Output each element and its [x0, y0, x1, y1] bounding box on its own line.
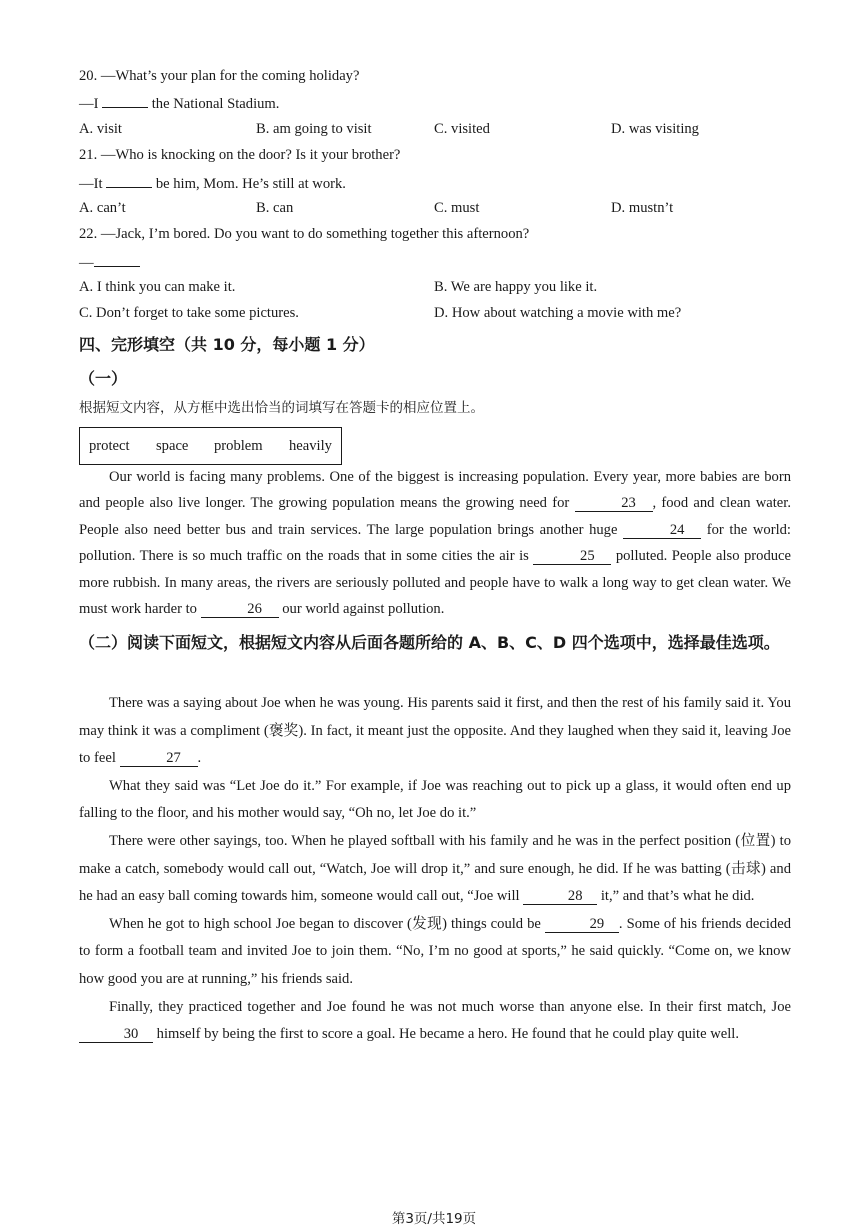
part2-heading: （二）阅读下面短文，根据短文内容从后面各题所给的 A、B、C、D 四个选项中，选择最佳选项。 — [79, 633, 780, 652]
passage-2-text: When he got to high school Joe began to discover (发现) things could be — [109, 915, 545, 932]
word-box — [79, 427, 342, 465]
q22-option-a: A. I think you can make it. — [79, 279, 236, 295]
passage-2-paragraph-4 — [79, 911, 791, 994]
word-protect: protect — [89, 438, 130, 454]
passage-1-text: our world against pollution. — [278, 601, 445, 618]
q20-answer-post: the National Stadium. — [148, 96, 280, 112]
blank-28: 28 — [523, 889, 597, 905]
q20-answer-line — [79, 93, 279, 113]
part1-instruction: 根据短文内容，从方框中选出恰当的词填写在答题卡的相应位置上。 — [79, 400, 484, 416]
blank-24: 24 — [623, 523, 701, 539]
q20-option-c: C. visited — [434, 121, 490, 137]
q22-answer-line — [79, 252, 140, 272]
word-space: space — [156, 438, 189, 454]
section-heading: 四、完形填空（共 10 分，每小题 1 分） — [79, 335, 375, 354]
passage-2-paragraph-5 — [79, 994, 791, 1049]
q21-option-c: C. must — [434, 200, 480, 216]
q21-question: 21. —Who is knocking on the door? Is it your brother? — [79, 147, 401, 163]
passage-1-text: for the world: pollution. There is so much traffic on the roads that in some cities the air is — [79, 521, 791, 565]
blank-29: 29 — [545, 917, 619, 933]
q20-option-b: B. am going to visit — [256, 121, 372, 137]
q22-answer-pre: — — [79, 255, 94, 271]
passage-1 — [79, 464, 791, 622]
q20-answer-pre: —I — [79, 96, 103, 112]
passage-2 — [79, 690, 791, 1049]
q20-question: 20. —What’s your plan for the coming holiday? — [79, 68, 360, 84]
passage-2-text: Finally, they practiced together and Joe found he was not much worse than anyone else. In their first match, Joe — [109, 998, 791, 1015]
q22-question: 22. —Jack, I’m bored. Do you want to do something together this afternoon? — [79, 226, 530, 242]
q21-answer-pre: —It — [79, 176, 107, 192]
q20-option-a: A. visit — [79, 121, 122, 137]
q21-option-b: B. can — [256, 200, 294, 216]
passage-1-text: Our world is facing many problems. One of the biggest is increasing population. Every year, more babies are born and people also live longer. The growing population means the growing need for — [79, 469, 791, 512]
word-problem: problem — [214, 438, 263, 454]
blank-26: 26 — [201, 602, 279, 618]
part1-label: （一） — [79, 369, 128, 388]
page-number: 第3页/共19页 — [391, 1211, 477, 1227]
word-heavily: heavily — [289, 438, 332, 454]
q20-option-d: D. was visiting — [611, 121, 699, 137]
q22-option-c: C. Don’t forget to take some pictures. — [79, 305, 299, 321]
passage-2-paragraph-2: What they said was “Let Joe do it.” For example, if Joe was reaching out to pick up a glass, it would often end up falling to the floor, and his mother would say, “Oh no, let Joe do it.” — [79, 777, 791, 822]
q20-blank — [102, 93, 148, 108]
passage-2-paragraph-3 — [79, 828, 791, 911]
q21-answer-line — [79, 173, 346, 193]
q21-blank — [106, 173, 152, 188]
passage-2-text: it,” and that’s what he did. — [597, 888, 755, 905]
passage-1-text: polluted. People also produce more rubbish. In many areas, the rivers are seriously polluted and people have to walk a long way to get clean water. We must work harder to — [79, 548, 792, 618]
passage-1-text: , food and clean water. People also need better bus and train services. The large population brings another huge — [79, 495, 791, 538]
passage-1-paragraph — [79, 464, 791, 622]
q22-option-b: B. We are happy you like it. — [434, 279, 598, 295]
q21-answer-post: be him, Mom. He’s still at work. — [152, 176, 346, 192]
passage-2-paragraph-1 — [79, 690, 791, 773]
passage-2-text: . — [197, 750, 202, 767]
passage-2-text: himself by being the first to score a goal. He became a hero. He found that he could play quite well. — [153, 1026, 739, 1043]
q21-option-d: D. mustn’t — [611, 200, 674, 216]
q22-blank — [94, 252, 140, 267]
blank-25: 25 — [533, 549, 611, 565]
blank-23: 23 — [575, 496, 653, 512]
passage-2-text: . Some of his friends decided to form a football team and invited Joe to join them. “No, I’m no good at sports,” he said quickly. “Come on, we know how good you are at running,” his friends said. — [79, 915, 791, 987]
q21-option-a: A. can’t — [79, 200, 126, 216]
q22-option-d: D. How about watching a movie with me? — [434, 305, 682, 321]
passage-2-text: There was a saying about Joe when he was young. His parents said it first, and then the rest of his family said it. You may think it was a compliment (褒奖). In fact, it meant just the opposite. And they laughed when they said it, leaving Joe to feel — [79, 695, 791, 767]
passage-2-text: There were other sayings, too. When he played softball with his family and he was in the perfect position (位置) to make a catch, somebody would call out, “Watch, Joe will drop it,” and sure enough, he did. If he was batting (击球) and he had an easy ball coming towards him, someone would call out, “Joe will — [79, 832, 791, 905]
blank-30: 30 — [79, 1027, 153, 1043]
blank-27: 27 — [120, 751, 198, 767]
